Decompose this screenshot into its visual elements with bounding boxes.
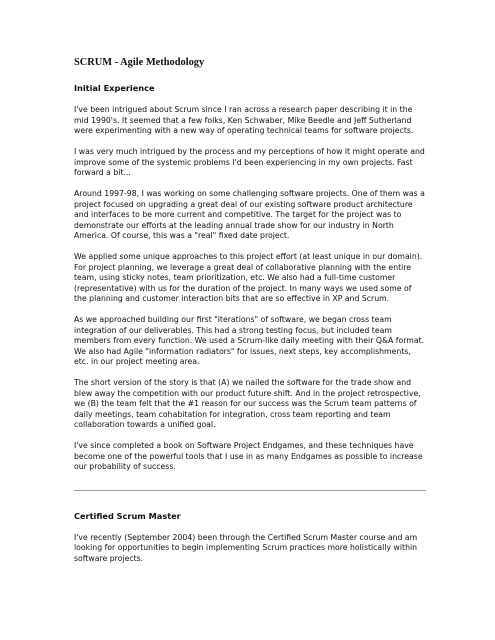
paragraph: I've recently (September 2004) been through the Certified Scrum Master course and am looking for opportunities to begin implementing Scrum practices more holistically within software projects. [74,532,418,563]
paragraph: Around 1997-98, I was working on some challenging software projects. One of them was a project focused on upgrading a great deal of our existing software product architecture and interfaces to be more current and competitive. The target for the project was to demonstrate our efforts at the leading annual trade show for our industry in North America. Of course, this was a "real" fixed date project. [74,189,425,240]
section-certified-scrum-master [74,511,426,565]
paragraph: We applied some unique approaches to this project effort (at least unique in our domain). For project planning, we leverage a great deal of collaborative planning with the entire team, using sticky notes, team prioritization, etc. We also had a full-time customer (representative) with us for the duration of the project. In many ways we used some of the planning and customer interaction bits that are so effective in XP and Scrum. [74,252,423,303]
section-initial-experience [74,83,426,473]
paragraph: I've since completed a book on Software Project Endgames, and these techniques have become one of the powerful tools that I use in as many Endgames as possible to increase our probability of success. [74,441,423,471]
document-page [74,56,426,575]
paragraph: I've been intrigued about Scrum since I ran across a research paper describing it in the mid 1990's. It seemed that a few folks, Ken Schwaber, Mike Beedle and Jeff Sutherland were experimenting with a new way of operating technical teams for software projects. [74,105,414,135]
document-title: SCRUM - Agile Methodology [74,57,205,68]
paragraph: I was very much intrigued by the process and my perceptions of how it might operate and improve some of the systemic problems I'd been experiencing in my own projects. Fast forward a bit... [74,147,425,177]
section-heading: Certified Scrum Master [74,510,181,521]
section-divider [74,490,426,491]
paragraph: The short version of the story is that (A) we nailed the software for the trade show and blew away the competition with our product future shift. And in the project retrospective, we (B) the team felt that the #1 reason for our success was the Scrum team patterns of daily meetings, team cohabitation for integration, cross team reporting and team collaboration towards a unified goal. [74,378,421,429]
paragraph: As we approached building our first "iterations" of software, we began cross team integration of our deliverables. This had a strong testing focus, but included team members from every function. We used a Scrum-like daily meeting with their Q&A format. We also had Agile "information radiators" for issues, next steps, key accomplishments, etc. in our project meeting area. [74,315,425,366]
section-heading: Initial Experience [74,83,155,93]
